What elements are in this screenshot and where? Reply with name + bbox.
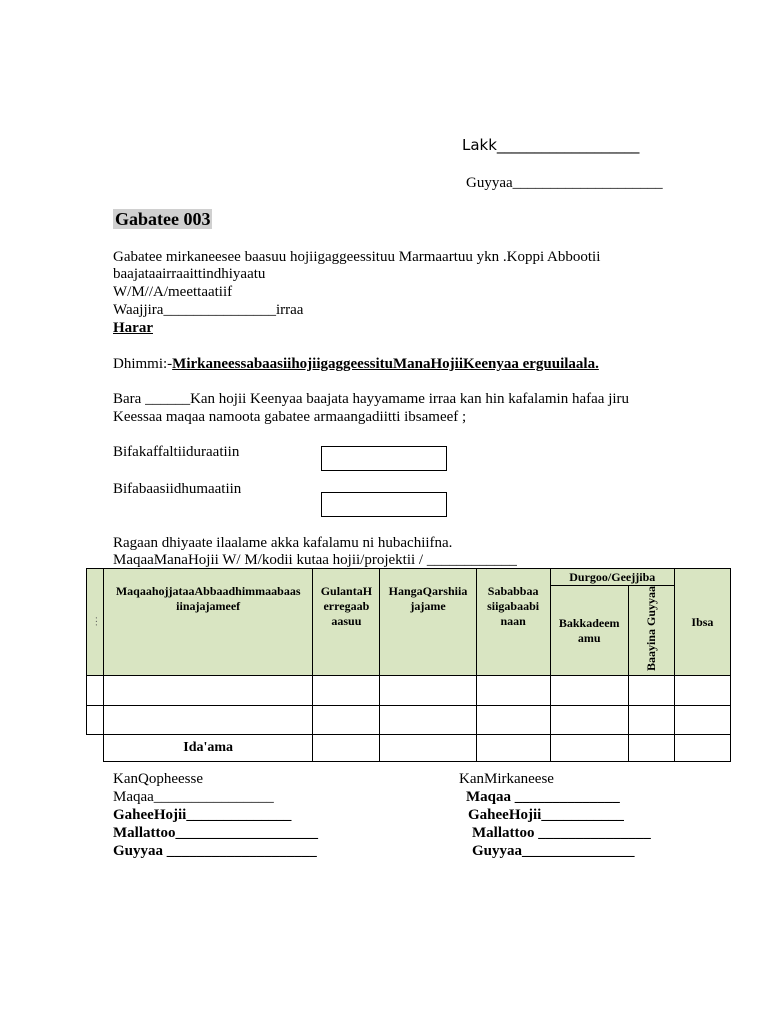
prepared-date-field: Guyyaa ____________________ (113, 843, 317, 859)
col-header-remark: Ibsa (674, 569, 730, 676)
verified-signature-field: Mallattoo _______________ (472, 825, 651, 841)
col-header-name: MaqaahojjataaAbbaadhimmaabaas iinajajameef (104, 569, 313, 676)
office-line (113, 301, 303, 319)
table-row (87, 676, 731, 706)
col-header-amount: HangaQarshiia jajame (380, 569, 476, 676)
office-prefix: Waajjira (113, 302, 164, 318)
col-header-reason: Sababbaa siigabaabi naan (476, 569, 550, 676)
intro-line-1: Gabatee mirkaneesee baasuu hojiigaggeessituu Marmaartuu ykn .Koppi Abbootii (113, 249, 601, 265)
expense-table (86, 568, 731, 762)
final-expense-label: Bifabaasiidhumaatiin (113, 481, 242, 497)
table-total-row (87, 735, 731, 762)
col-header-days: Baayina Guyyaa (628, 586, 674, 676)
prepared-by-heading: KanQopheesse (113, 771, 203, 787)
subject-line (113, 355, 599, 373)
prepared-name-field: Maqaa________________ (113, 789, 274, 805)
reference-number-field: Lakk___________________ (462, 136, 640, 154)
verified-name-field: Maqaa ______________ (466, 789, 620, 805)
advance-payment-label: Bifakaffaltiiduraatiin (113, 444, 240, 460)
verified-position-field: GaheeHojii___________ (468, 807, 624, 823)
header-date-field: Guyyaa____________________ (466, 175, 663, 191)
evidence-line: Ragaan dhiyaate ilaalame akka kafalamu ni hubachiifna. (113, 535, 453, 551)
prepared-position-field: GaheeHojii______________ (113, 807, 292, 823)
prepared-signature-field: Mallattoo___________________ (113, 825, 318, 841)
office-blank: _______________ (163, 302, 276, 318)
advance-payment-box[interactable] (321, 446, 447, 471)
col-header-number: . . . (87, 569, 104, 676)
location-harar: Harar (113, 320, 153, 336)
total-label: Ida'ama (104, 735, 313, 762)
body-line-1: Bara ______Kan hojii Keenyaa baajata hayyamame irraa kan hin kafalamin hafaa jiru (113, 391, 630, 407)
subject-label: Dhimmi:- (113, 356, 173, 372)
intro-line-3: W/M//A/meettaatiif (113, 284, 233, 300)
col-group-travel: Durgoo/Geejjiba (550, 569, 674, 586)
body-line-2: Keessaa maqaa namoota gabatee armaangadiitti ibsameef ; (113, 409, 467, 425)
office-suffix: irraa (275, 302, 304, 318)
table-row (87, 706, 731, 735)
form-title: Gabatee 003 (115, 209, 211, 229)
verified-date-field: Guyyaa_______________ (472, 843, 635, 859)
col-header-rank: GulantaH erregaab aasuu (313, 569, 380, 676)
subject-text: MirkaneessabaasiihojiigaggeessituManaHojiiKeenyaa erguuilaala. (172, 356, 599, 372)
verified-by-heading: KanMirkaneese (459, 771, 554, 787)
office-code-line: MaqaaManaHojii W/ M/kodii kutaa hojii/projektii / ____________ (113, 552, 517, 568)
final-expense-box[interactable] (321, 492, 447, 517)
col-header-destination: Bakkadeem amu (550, 586, 628, 676)
intro-line-2: baajataairraaittindhiyaatu (113, 266, 266, 282)
